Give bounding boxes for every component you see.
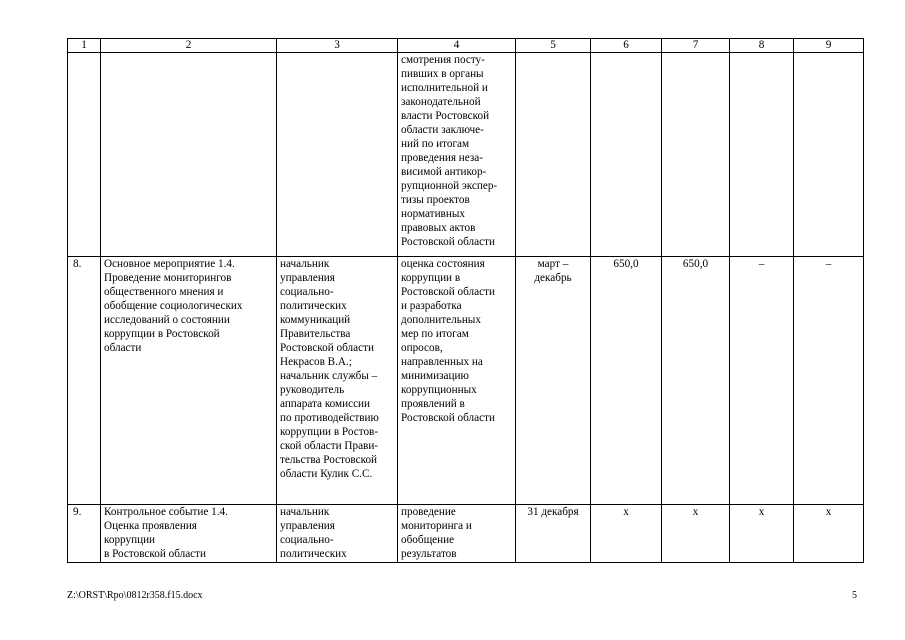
column-number: 3 [277, 39, 398, 53]
expected-result: оценка состояния коррупции в Ростовской области и разработка дополнительных мер по итогам опросов, направленных на минимизацию коррупционных проявлений в Ростовской области [398, 257, 516, 505]
column-number: 6 [591, 39, 662, 53]
column-number: 9 [794, 39, 864, 53]
activity-name: Основное мероприятие 1.4. Проведение мониторингов общественного мнения и обобщение социологических исследований о состоянии коррупции в Ростовской области [101, 257, 277, 505]
value-col6: 650,0 [591, 257, 662, 505]
value-col9 [794, 53, 864, 257]
value-col8: х [730, 505, 794, 563]
value-col8: – [730, 257, 794, 505]
column-number: 2 [101, 39, 277, 53]
footer-file-path: Z:\ORST\Rpo\0812r358.f15.docx [67, 590, 203, 601]
term: март – декабрь [516, 257, 591, 505]
column-number: 7 [662, 39, 730, 53]
expected-result: смотрения посту- пивших в органы исполнительной и законодательной власти Ростовской области заключе- ний по итогам проведения неза- висимой антикор- рупционной экспер- тизы проектов нормативных правовых актов Ростовской области [398, 53, 516, 257]
activity-name [101, 53, 277, 257]
column-number-row [68, 39, 864, 53]
program-table [67, 38, 864, 563]
responsible-person: начальник управления социально- политических коммуникаций Правительства Ростовской области Некрасов В.А.; начальник службы – руководитель аппарата комиссии по противодействию коррупции в Ростов- ской области Прави- тельства Ростовской области Кулик С.С. [277, 257, 398, 505]
table-row [68, 257, 864, 505]
column-number: 8 [730, 39, 794, 53]
page-number: 5 [852, 590, 857, 601]
term: 31 декабря [516, 505, 591, 563]
value-col9: – [794, 257, 864, 505]
table-row [68, 53, 864, 257]
value-col7 [662, 53, 730, 257]
value-col7: х [662, 505, 730, 563]
row-number: 9. [68, 505, 101, 563]
responsible-person: начальник управления социально- политических [277, 505, 398, 563]
row-number: 8. [68, 257, 101, 505]
row-number [68, 53, 101, 257]
value-col6: х [591, 505, 662, 563]
activity-name: Контрольное событие 1.4. Оценка проявления коррупции в Ростовской области [101, 505, 277, 563]
value-col6 [591, 53, 662, 257]
column-number: 5 [516, 39, 591, 53]
table-row [68, 505, 864, 563]
column-number: 4 [398, 39, 516, 53]
value-col7: 650,0 [662, 257, 730, 505]
expected-result: проведение мониторинга и обобщение результатов [398, 505, 516, 563]
term [516, 53, 591, 257]
value-col9: х [794, 505, 864, 563]
value-col8 [730, 53, 794, 257]
responsible-person [277, 53, 398, 257]
column-number: 1 [68, 39, 101, 53]
